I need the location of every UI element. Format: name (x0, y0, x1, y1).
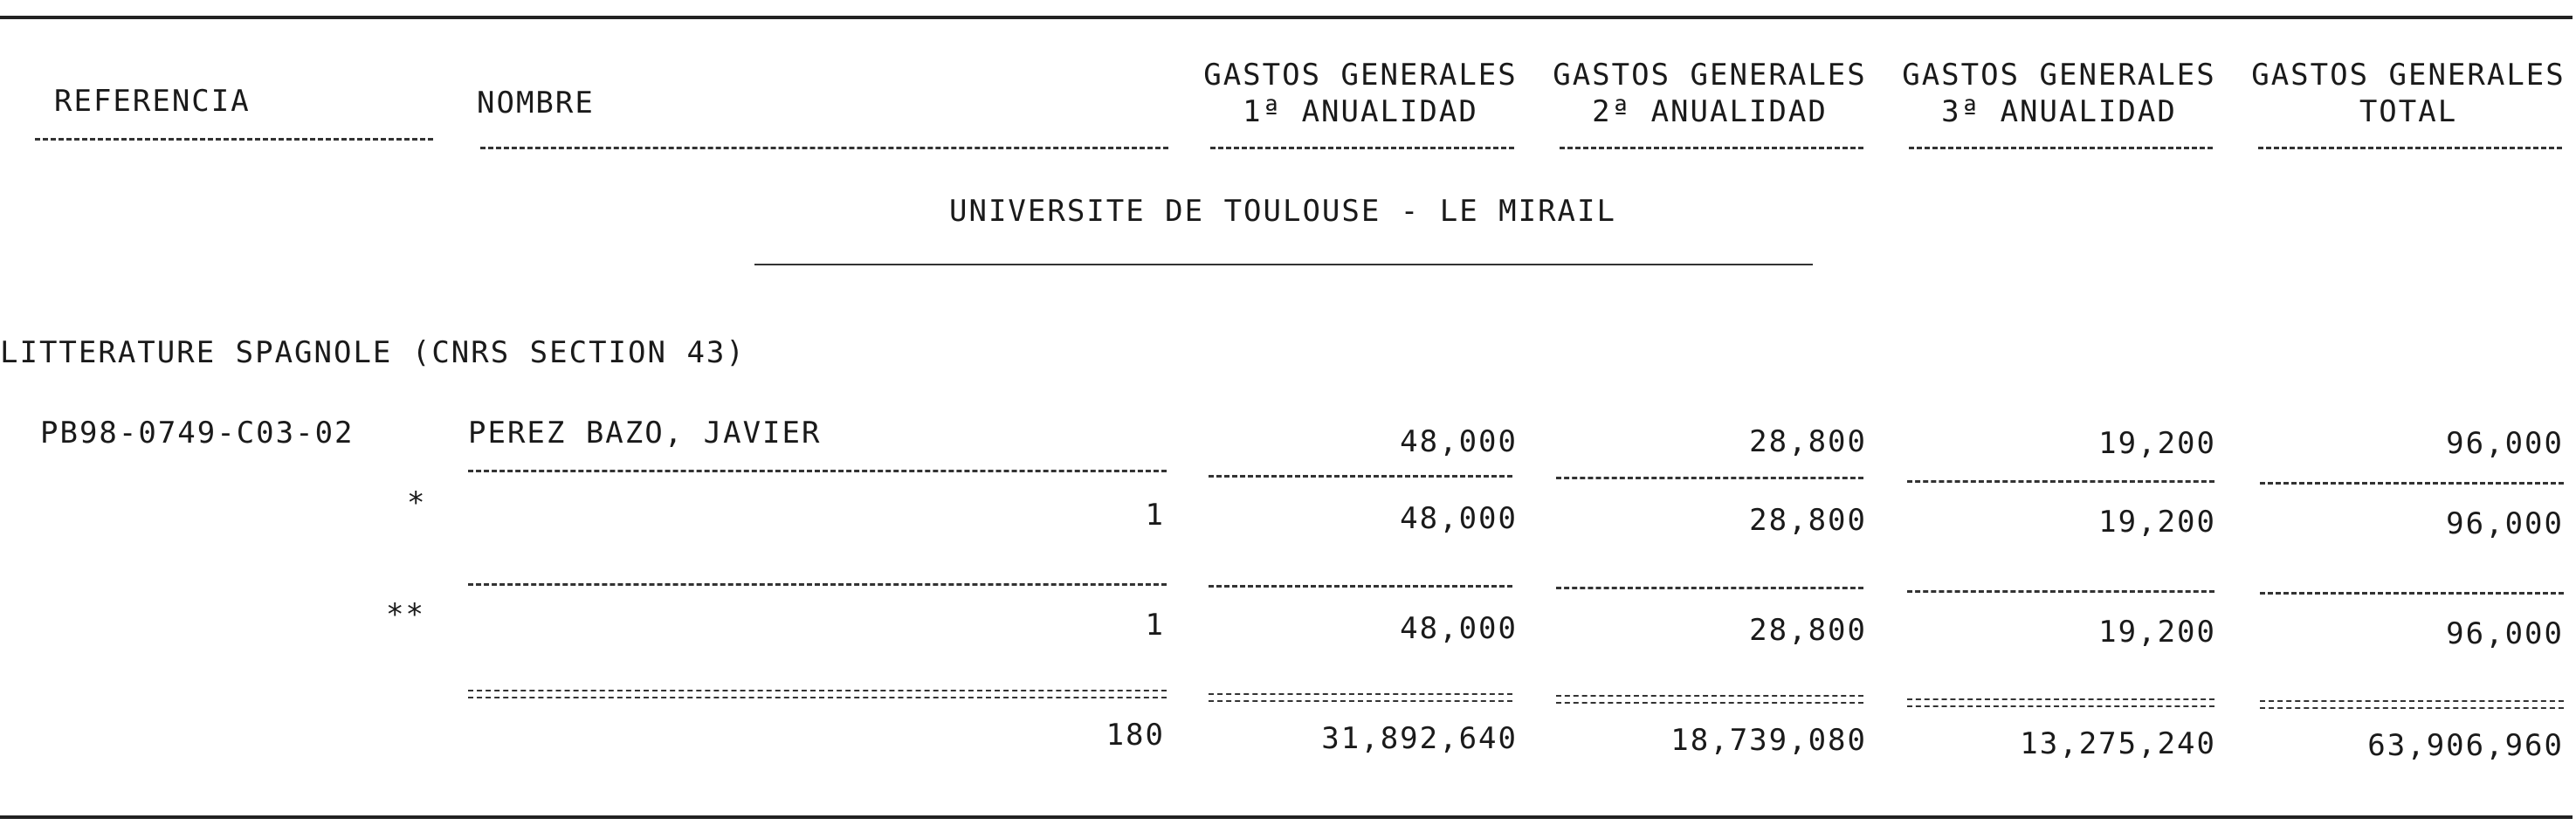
grand-double-rule-col3 (1907, 698, 2214, 707)
subtotal2-amount-1: 48,000 (1400, 611, 1518, 646)
subtotal1-count: 1 (1145, 498, 1165, 533)
subtotal1-marker: * (407, 485, 427, 520)
grand-double-rule-col1 (1209, 693, 1512, 702)
row-underline-nombre (468, 470, 1167, 472)
department-title: LITTERATURE SPAGNOLE (CNRS SECTION 43) (0, 335, 746, 370)
row-underline-col1 (1209, 475, 1512, 478)
row-reference: PB98-0749-C03-02 (40, 416, 355, 450)
header-col1-line1: GASTOS GENERALES (1203, 58, 1518, 93)
header-underline-col4 (2258, 147, 2562, 149)
grand-double-rule-nombre (468, 690, 1167, 698)
subtotal2-marker: ** (386, 597, 425, 632)
header-nombre: NOMBRE (477, 86, 595, 120)
header-col4-line2: TOTAL (2359, 94, 2458, 129)
subtotal2-amount-2: 28,800 (1749, 613, 1867, 648)
grand-total-amount-1: 31,892,640 (1321, 721, 1518, 756)
header-col3-line2: 3ª ANUALIDAD (1941, 94, 2177, 129)
subtotal1-amount-1: 48,000 (1400, 501, 1518, 536)
institution-title: UNIVERSITE DE TOULOUSE - LE MIRAIL (949, 194, 1616, 229)
subtotal1-underline-col4 (2260, 592, 2564, 595)
subtotal2-total: 96,000 (2446, 616, 2564, 651)
header-underline-col1 (1210, 147, 1514, 149)
row-amount-1: 48,000 (1400, 424, 1518, 459)
row-amount-3: 19,200 (2098, 426, 2216, 461)
row-underline-col3 (1907, 480, 2214, 483)
subtotal2-count: 1 (1145, 608, 1165, 643)
row-name: PEREZ BAZO, JAVIER (468, 416, 822, 450)
grand-total-amount-3: 13,275,240 (2020, 726, 2216, 761)
row-total: 96,000 (2446, 426, 2564, 461)
grand-double-rule-col4 (2260, 700, 2564, 709)
row-underline-col2 (1556, 477, 1863, 479)
grand-total-count: 180 (1105, 718, 1165, 753)
institution-underline (754, 264, 1813, 265)
bottom-rule (0, 815, 2573, 819)
header-underline-col3 (1909, 147, 2213, 149)
header-underline-referencia (35, 138, 433, 141)
subtotal1-amount-2: 28,800 (1749, 503, 1867, 538)
subtotal1-total: 96,000 (2446, 506, 2564, 541)
header-col3-line1: GASTOS GENERALES (1902, 58, 2216, 93)
header-underline-nombre (480, 147, 1168, 149)
header-underline-col2 (1560, 147, 1863, 149)
header-referencia: REFERENCIA (54, 84, 251, 119)
header-col4-line1: GASTOS GENERALES (2251, 58, 2566, 93)
subtotal1-underline-col1 (1209, 585, 1512, 588)
subtotal1-underline-col3 (1907, 590, 2214, 593)
grand-total-total: 63,906,960 (2367, 728, 2564, 763)
subtotal1-underline-nombre (468, 583, 1167, 586)
top-rule (0, 16, 2573, 19)
header-col2-line2: 2ª ANUALIDAD (1592, 94, 1828, 129)
subtotal1-underline-col2 (1556, 587, 1863, 589)
subtotal2-amount-3: 19,200 (2098, 615, 2216, 650)
row-underline-col4 (2260, 482, 2564, 485)
row-amount-2: 28,800 (1749, 424, 1867, 459)
subtotal1-amount-3: 19,200 (2098, 505, 2216, 540)
header-col1-line2: 1ª ANUALIDAD (1243, 94, 1478, 129)
grand-double-rule-col2 (1556, 695, 1863, 704)
grand-total-amount-2: 18,739,080 (1670, 723, 1867, 758)
header-col2-line1: GASTOS GENERALES (1553, 58, 1867, 93)
